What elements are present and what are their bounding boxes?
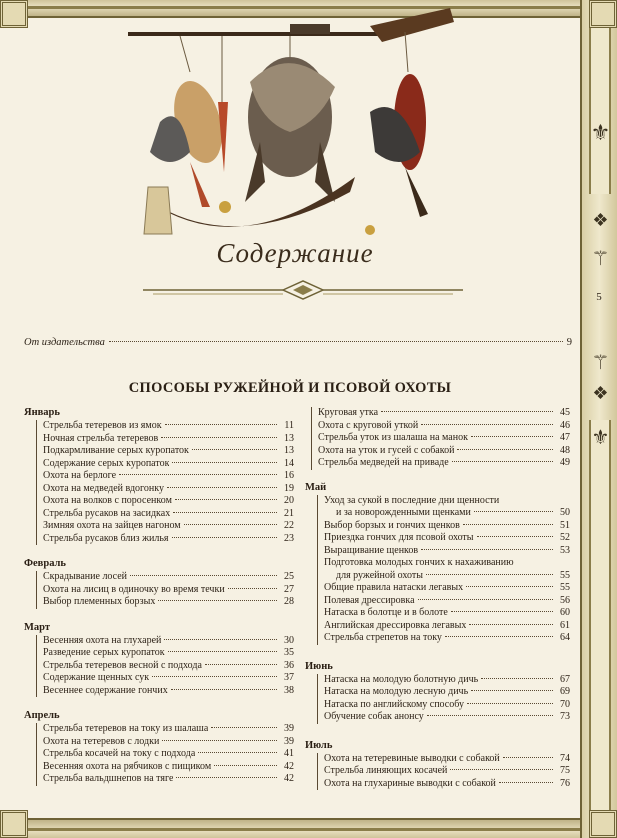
leader-dots [176,777,277,778]
month-heading: Апрель [24,710,60,721]
toc-entry[interactable] [324,620,570,633]
toc-entry-page: 13 [284,445,294,456]
toc-entry-page: 23 [284,532,294,544]
toc-entry-text: Выращивание щенков [324,544,419,556]
toc-entry-page: 36 [284,659,294,671]
toc-entry-page: 13 [284,432,294,444]
toc-entry-page: 50 [560,507,570,518]
toc-entry-text: Стрельба линяющих косачей [324,765,448,776]
toc-entry-text: Стрельба русаков на засидках [43,507,171,519]
fleur-ornament-icon-2: ⚜ [591,427,610,449]
toc-entry-text: Охота на лисиц в одиночку во время течки [43,583,225,595]
leader-dots [119,474,277,475]
toc-entry[interactable] [324,699,570,712]
toc-entry[interactable] [318,420,570,433]
toc-entry[interactable] [318,457,570,470]
toc-entry-page: 19 [284,482,294,494]
leader-dots [214,765,277,766]
toc-entry[interactable] [324,632,570,645]
toc-entry-page: 41 [284,748,294,759]
toc-entry[interactable] [43,420,294,433]
toc-entry[interactable] [318,407,570,420]
toc-entry[interactable] [43,533,294,546]
toc-entry-page: 76 [560,777,570,789]
leader-dots [421,549,553,550]
leader-dots [457,449,553,450]
toc-entry-text: Обучение собак анонсу [324,711,424,722]
hunting-trophy-illustration [120,2,460,252]
toc-entry-text: Подкармливание серых куропаток [43,445,189,456]
leader-dots [450,769,553,770]
toc-entry-text: Разведение серых куропаток [43,647,165,658]
toc-entry[interactable] [43,458,294,471]
toc-entry-text: Стрельба косачей на току с подхода [43,748,196,759]
leader-dots [172,537,277,538]
toc-entry[interactable] [324,495,570,508]
toc-entry[interactable] [43,445,294,458]
toc-entry[interactable] [324,520,570,533]
leader-dots [481,678,553,679]
toc-entry-text: Охота на берлоге [43,470,117,481]
leader-dots [228,588,277,589]
toc-entry[interactable] [43,761,294,774]
leader-dots [173,512,277,513]
toc-entry-text: Приездка гончих для псовой охоты [324,532,474,543]
toc-entry[interactable] [324,711,570,724]
toc-entry-page: 45 [560,407,570,418]
toc-entry-text: Охота с круговой уткой [318,419,419,431]
right-border [580,0,617,838]
spacer [305,470,570,482]
leader-dots [172,462,277,463]
toc-entry-page: 11 [284,420,294,431]
intro-label: От издательства [24,337,105,348]
toc-entry-page: 20 [284,495,294,506]
toc-entry-page: 37 [284,672,294,683]
toc-entry-text: Натаска по английскому способу [324,698,464,710]
section-title: СПОСОБЫ РУЖЕЙНОЙ И ПСОВОЙ ОХОТЫ [128,380,452,396]
toc-entry-text: Стрельба вальдшнепов на тяге [43,773,174,784]
toc-entry[interactable] [43,520,294,533]
leader-dots [161,437,277,438]
toc-entry-text: и за новорожденными щенками [336,507,471,518]
toc-entry[interactable] [43,660,294,673]
toc-entry[interactable] [43,470,294,483]
toc-entry[interactable] [43,584,294,597]
toc-entry[interactable] [324,507,570,520]
month-heading: Июль [305,739,333,751]
toc-entry-page: 38 [284,684,294,696]
toc-entry[interactable] [43,635,294,648]
toc-entry-page: 30 [284,634,294,646]
leader-dots [471,690,553,691]
toc-entry-page: 69 [560,686,570,697]
leader-dots [503,757,553,758]
toc-entry-text: Стрельба стрепетов на току [324,632,442,643]
toc-entry[interactable] [43,748,294,761]
toc-entry-page: 75 [560,765,570,776]
arrow-ornament-icon: ⚚ [591,248,610,270]
toc-entry-page: 53 [560,544,570,556]
leader-dots [426,574,553,575]
leader-dots [192,449,277,450]
leader-dots [175,499,277,500]
month-group-february [36,571,294,609]
toc-entry[interactable] [43,433,294,446]
spacer [24,609,294,622]
toc-entry[interactable] [324,753,570,766]
leader-dots [162,740,277,741]
toc-entry[interactable] [324,545,570,558]
toc-entry-page: 48 [560,444,570,456]
toc-entry-text: Натаска на молодую лесную дичь [324,686,469,697]
month-heading: Февраль [24,558,66,569]
toc-entry[interactable] [43,685,294,698]
toc-entry-page: 67 [560,673,570,685]
toc-left-column [24,407,294,786]
leader-dots [130,575,277,576]
toc-entry-page: 35 [284,647,294,658]
spacer [305,645,570,661]
arrow-ornament-icon-2: ⚚ [591,352,610,374]
leader-dots [168,651,277,652]
toc-entry-text: Натаска на молодую болотную дичь [324,673,479,685]
leader-dots [445,636,553,637]
toc-entry-text: Содержание щенных сук [43,672,150,683]
toc-entry[interactable] [324,570,570,583]
toc-entry-page: 28 [284,596,294,607]
month-group-april [36,723,294,786]
leader-dots [466,586,553,587]
leader-dots [165,424,277,425]
toc-entry-text: Круговая утка [318,407,379,418]
toc-entry-page: 60 [560,607,570,618]
toc-entry-text: Охота на тетеревов с лодки [43,735,160,747]
leader-dots [198,752,277,753]
toc-entry-text: для ружейной охоты [336,569,424,581]
toc-entry[interactable] [324,532,570,545]
toc-entry-page: 51 [560,519,570,531]
intro-entry[interactable] [24,337,572,351]
toc-entry-text: Полевая дрессировка [324,594,415,606]
leader-dots [205,664,277,665]
toc-entry[interactable] [43,508,294,521]
toc-entry[interactable] [318,432,570,445]
toc-entry[interactable] [43,495,294,508]
toc-entry-page: 73 [560,711,570,722]
leader-dots [418,599,553,600]
toc-entry-page: 46 [560,419,570,431]
toc-entry-text: Весеннее содержание гончих [43,684,168,696]
month-heading: Март [24,621,51,633]
toc-entry[interactable] [324,778,570,791]
title-divider-ornament [133,278,473,302]
toc-entry-text: Охота на медведей вдогонку [43,482,164,494]
spacer [305,724,570,740]
toc-entry-text: Весенняя охота на рябчиков с пищиком [43,760,212,772]
leader-dots [467,703,553,704]
leader-dots [211,727,277,728]
toc-entry[interactable] [43,483,294,496]
intro-page: 9 [566,337,572,348]
toc-entry-text: Охота на волков с поросенком [43,495,172,506]
toc-entry[interactable] [43,723,294,736]
month-group-january [36,420,294,545]
spacer [24,697,294,710]
leader-dots [474,511,553,512]
toc-entry-page: 27 [284,583,294,595]
toc-entry-text: Содержание серых куропаток [43,457,170,469]
toc-entry[interactable] [324,582,570,595]
toc-entry-text: Стрельба тетеревов из ямок [43,420,162,431]
toc-entry-text: Стрельба тетеревов весной с подхода [43,659,202,671]
month-heading: Май [305,481,327,493]
toc-entry[interactable] [324,686,570,699]
month-group-july [317,753,570,791]
leader-dots [109,341,563,342]
toc-entry-text: Стрельба медведей на приваде [318,457,449,468]
toc-entry[interactable] [324,607,570,620]
toc-entry[interactable] [43,672,294,685]
toc-entry-text: Скрадывание лосей [43,571,128,582]
toc-entry-page: 55 [560,582,570,593]
toc-entry-page: 42 [284,773,294,784]
leader-dots [463,524,553,525]
toc-entry-page: 42 [284,760,294,772]
knot-ornament-icon: ❖ [592,210,609,230]
toc-entry-page: 16 [284,470,294,481]
toc-entry[interactable] [324,595,570,608]
fleur-ornament-icon: ⚜ [590,120,611,145]
toc-entry-text: Натаска в болотце и в болоте [324,607,448,618]
toc-entry-text: Зимняя охота на зайцев нагоном [43,520,181,531]
toc-entry-page: 74 [560,752,570,764]
toc-entry-page: 55 [560,569,570,581]
leader-dots [452,461,553,462]
corner-ornament [0,0,28,28]
toc-entry[interactable] [43,596,294,609]
leader-dots [471,436,553,437]
toc-entry-page: 61 [560,619,570,631]
month-heading: Январь [24,407,60,418]
leader-dots [152,676,277,677]
leader-dots [451,611,553,612]
toc-entry-text: Выбор борзых и гончих щенков [324,519,460,531]
leader-dots [164,639,277,640]
month-group-june [317,674,570,724]
corner-ornament [0,810,28,838]
leader-dots [499,782,553,783]
toc-entry-text: Выбор племенных борзых [43,596,156,607]
month-group-march [36,635,294,698]
leader-dots [427,715,553,716]
toc-entry-text: Стрельба уток из шалаша на манок [318,432,468,443]
month-group-may [317,495,570,645]
toc-entry-text: Стрельба русаков близ жилья [43,532,169,544]
toc-entry-text: Охота на тетеревиные выводки с собакой [324,752,500,764]
toc-entry[interactable] [43,571,294,584]
corner-ornament [589,810,617,838]
leader-dots [477,536,553,537]
toc-entry-text: Общие правила натаски легавых [324,582,464,593]
toc-entry-text: Английская дрессировка легавых [324,619,467,631]
toc-entry-page: 49 [560,457,570,468]
toc-entry-text: Охота на глухариные выводки с собакой [324,777,496,789]
toc-entry[interactable] [43,736,294,749]
month-heading: Июнь [305,660,333,672]
leader-dots [158,600,277,601]
leader-dots [469,624,553,625]
leader-dots [167,487,277,488]
toc-entry-page: 52 [560,532,570,543]
toc-entry-page: 25 [284,571,294,582]
toc-entry-page: 14 [284,457,294,469]
toc-entry[interactable] [43,647,294,660]
toc-entry-text: Охота на уток и гусей с собакой [318,444,455,456]
toc-entry-text: Весенняя охота на глухарей [43,634,162,646]
knot-ornament-icon-2: ❖ [592,383,609,403]
bottom-border [0,818,598,838]
toc-entry[interactable] [324,765,570,778]
page-number: 5 [596,291,602,303]
toc-entry-page: 39 [284,735,294,747]
toc-entry-page: 39 [284,723,294,734]
toc-entry-text: Подготовка молодых гончих к нахаживанию [324,557,514,568]
page-title: Содержание [216,238,374,268]
toc-entry-text: Уход за сукой в последние дни щенности [324,494,500,506]
spacer [24,545,294,558]
toc-right-column [305,407,570,790]
border-panel-bottom [589,420,611,810]
april-continued-group [311,407,570,470]
toc-entry-page: 22 [284,520,294,531]
toc-entry-page: 47 [560,432,570,443]
leader-dots [184,524,277,525]
border-panel-top [589,24,611,194]
toc-entry-page: 21 [284,507,294,519]
toc-entry[interactable] [43,773,294,786]
leader-dots [421,424,553,425]
toc-entry-text: Стрельба тетеревов на току из шалаша [43,723,209,734]
leader-dots [171,689,277,690]
toc-entry-page: 70 [560,698,570,710]
toc-entry-text: Ночная стрельба тетеревов [43,432,159,444]
toc-entry[interactable] [324,674,570,687]
toc-entry-page: 64 [560,632,570,643]
corner-ornament [589,0,617,28]
toc-entry[interactable] [324,557,570,570]
toc-entry[interactable] [318,445,570,458]
leader-dots [381,411,553,412]
toc-entry-page: 56 [560,594,570,606]
